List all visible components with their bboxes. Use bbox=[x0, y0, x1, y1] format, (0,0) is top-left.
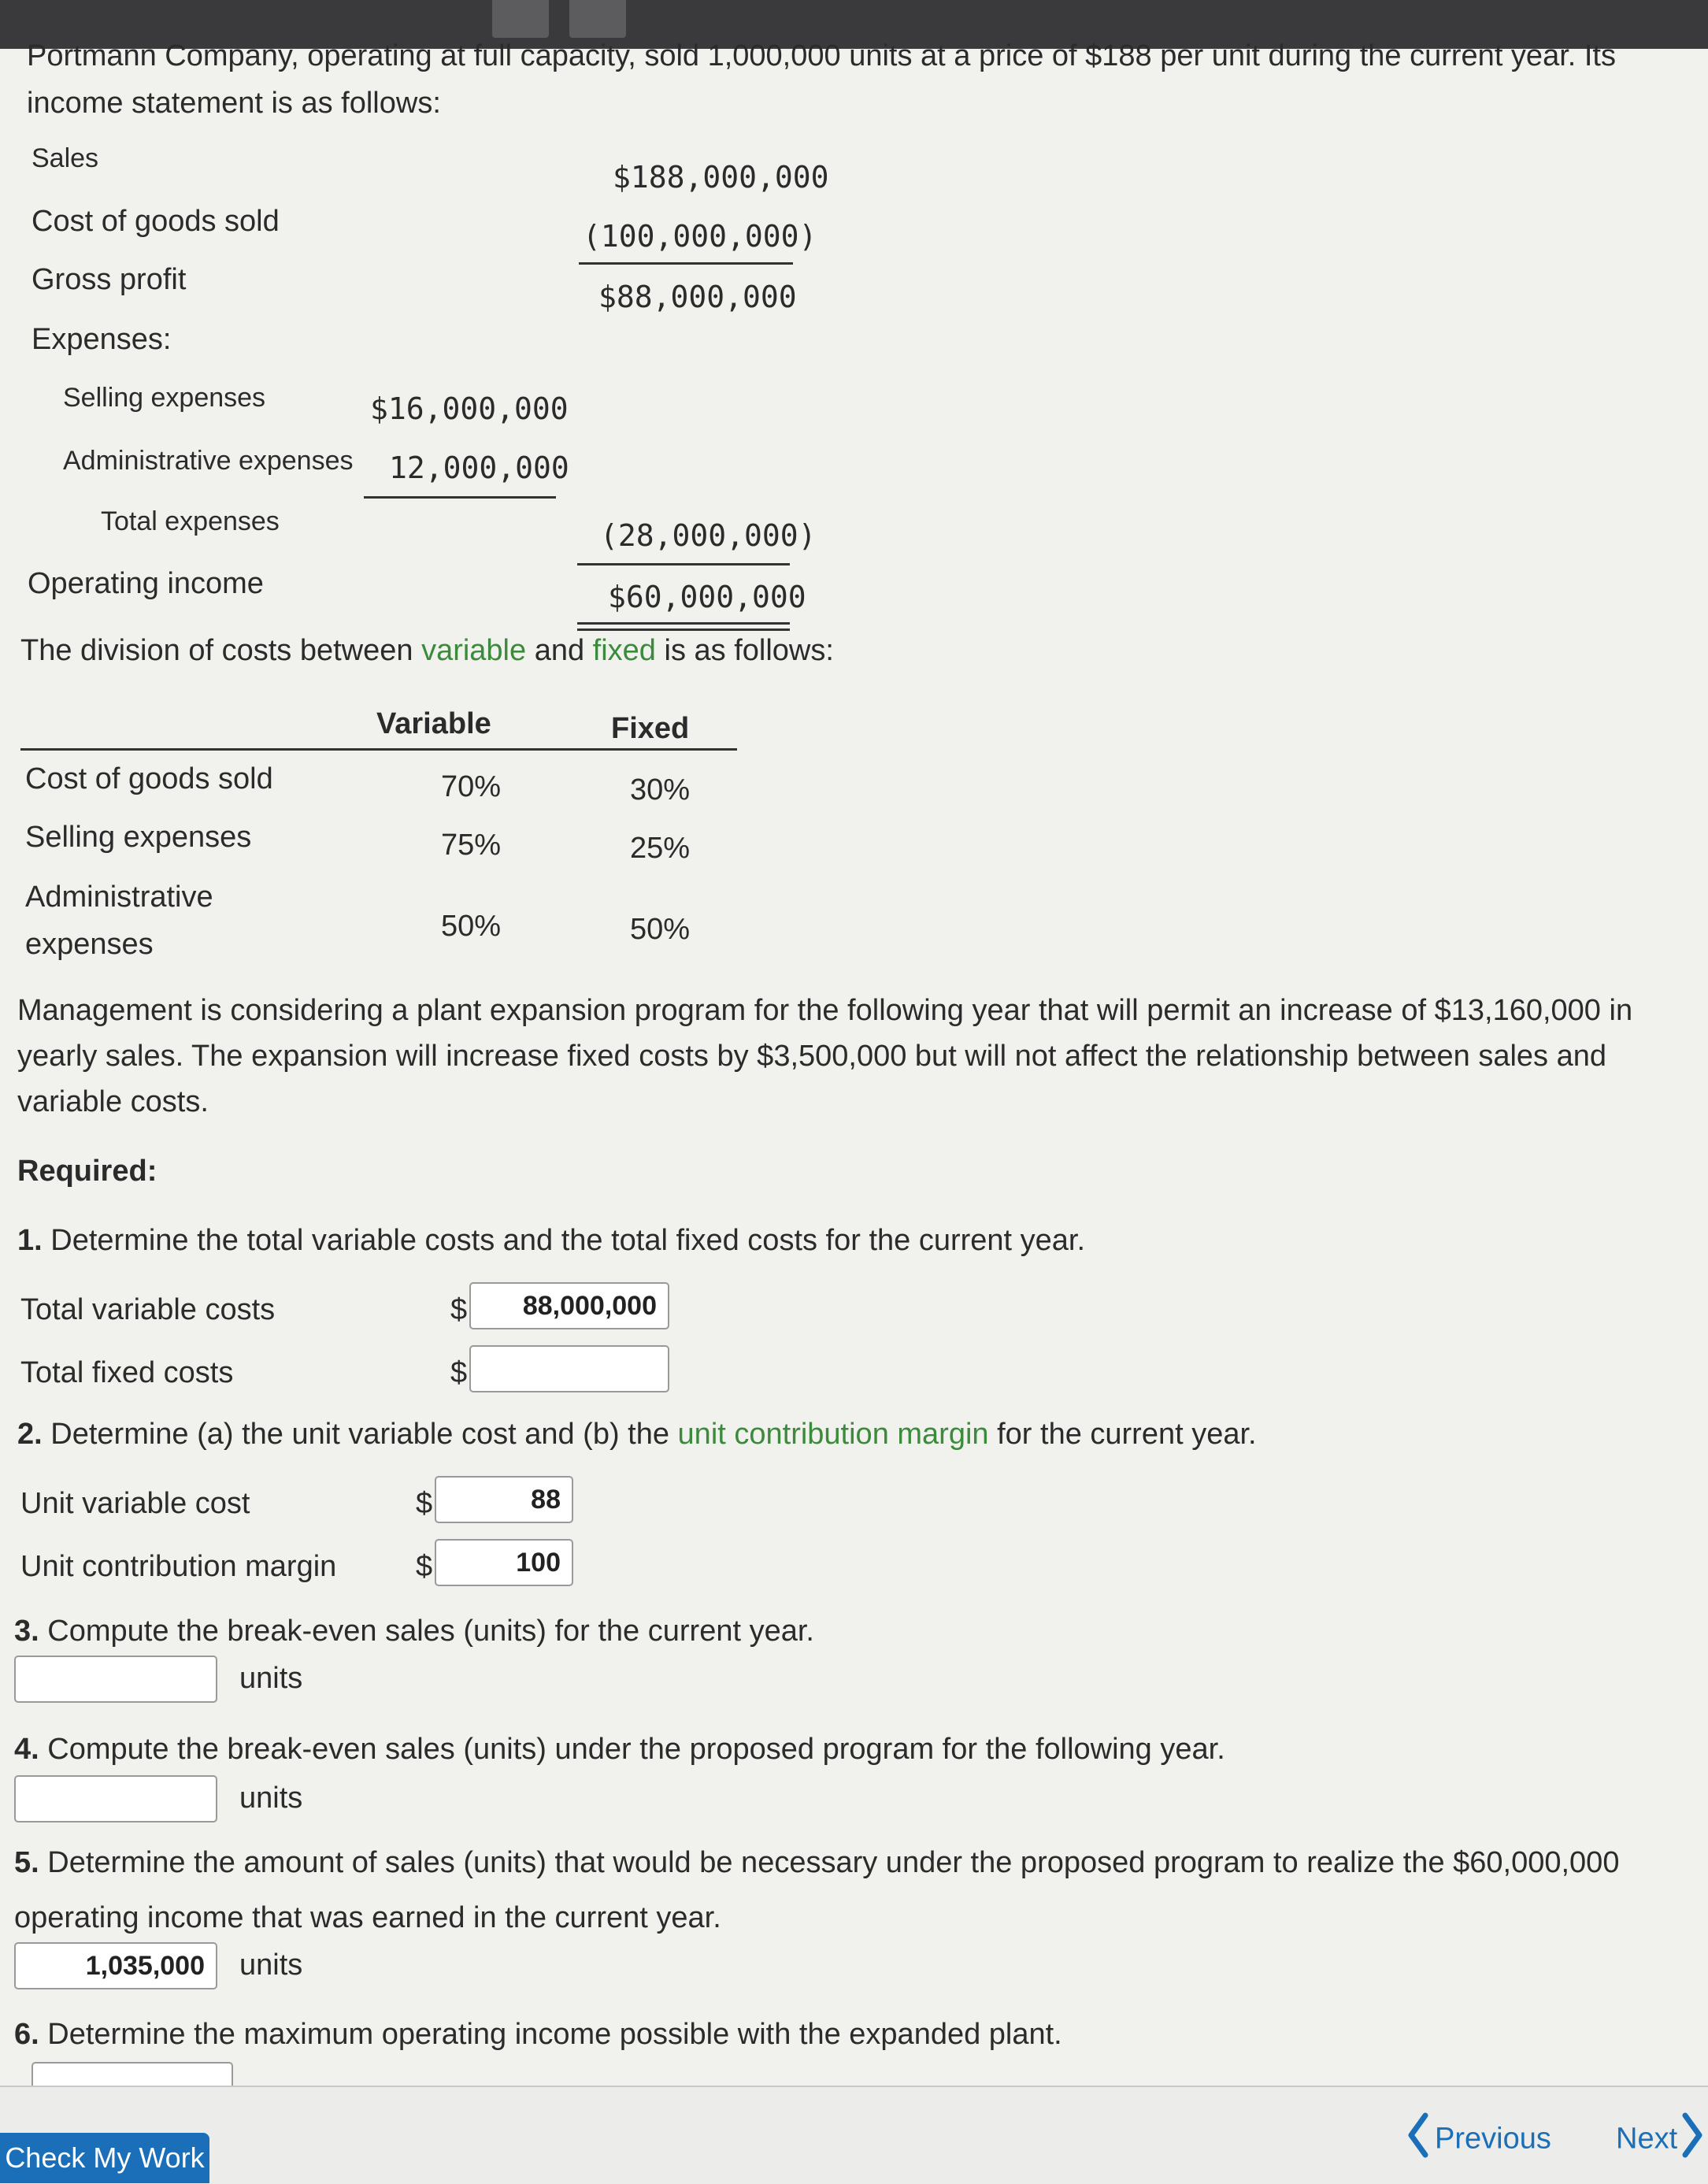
admin-underline bbox=[364, 496, 556, 499]
operating-income-amount: $60,000,000 bbox=[608, 580, 806, 614]
management-line-2: yearly sales. The expansion will increase fixed costs by $3,500,000 but will not affect the relationship between sales and bbox=[17, 1040, 1607, 1073]
division-intro: The division of costs between variable and fixed is as follows: bbox=[20, 634, 834, 667]
dollar-sign: $ bbox=[416, 1487, 433, 1520]
operating-income-double-underline-1 bbox=[577, 622, 790, 625]
col-fixed-header: Fixed bbox=[611, 712, 690, 745]
dollar-sign: $ bbox=[450, 1356, 468, 1389]
gross-profit-label: Gross profit bbox=[31, 263, 187, 296]
admin-expenses-label: Administrative expenses bbox=[63, 446, 354, 476]
previous-link[interactable] bbox=[1406, 2112, 1551, 2166]
row-cogs-variable: 70% bbox=[441, 770, 502, 803]
cogs-label: Cost of goods sold bbox=[31, 205, 280, 238]
unit-contribution-margin-link[interactable]: unit contribution margin bbox=[677, 1418, 989, 1451]
total-variable-costs-label: Total variable costs bbox=[20, 1293, 276, 1326]
q5-units-label: units bbox=[239, 1949, 303, 1982]
toolbar-tab-icon[interactable] bbox=[492, 0, 549, 38]
table-header-rule bbox=[20, 748, 737, 751]
intro-line-2: income statement is as follows: bbox=[27, 87, 441, 120]
q1-prompt: 1. Determine the total variable costs and the total fixed costs for the current year. bbox=[17, 1224, 1086, 1257]
row-selling-variable: 75% bbox=[441, 829, 502, 862]
break-even-units-current-input[interactable] bbox=[14, 1656, 217, 1703]
unit-contribution-margin-label: Unit contribution margin bbox=[20, 1550, 337, 1583]
cogs-amount: (100,000,000) bbox=[583, 219, 817, 254]
total-variable-costs-input[interactable]: 88,000,000 bbox=[469, 1282, 669, 1329]
row-selling-label: Selling expenses bbox=[25, 821, 252, 854]
q4-prompt: 4. Compute the break-even sales (units) under the proposed program for the following year. bbox=[14, 1733, 1225, 1766]
fixed-link[interactable]: fixed bbox=[592, 634, 656, 667]
variable-link[interactable]: variable bbox=[421, 634, 527, 667]
row-selling-fixed: 25% bbox=[630, 832, 691, 865]
row-admin-label-line1: Administrative bbox=[25, 881, 213, 914]
selling-expenses-label: Selling expenses bbox=[63, 383, 266, 413]
operating-income-double-underline-2 bbox=[577, 629, 790, 631]
admin-expenses-amount: 12,000,000 bbox=[389, 451, 569, 485]
chevron-right-icon bbox=[1682, 2112, 1704, 2166]
row-cogs-label: Cost of goods sold bbox=[25, 762, 273, 795]
q5-prompt-line-1: 5. Determine the amount of sales (units) that would be necessary under the proposed program to realize the $60,000,000 bbox=[14, 1846, 1620, 1879]
break-even-units-proposed-input[interactable] bbox=[14, 1775, 217, 1822]
toolbar-media-icon[interactable] bbox=[569, 0, 626, 38]
previous-label: Previous bbox=[1435, 2122, 1551, 2156]
row-cogs-fixed: 30% bbox=[630, 773, 691, 806]
dollar-sign: $ bbox=[416, 1550, 433, 1583]
management-line-1: Management is considering a plant expansion program for the following year that will permit an increase of $13,160,000 in bbox=[17, 994, 1633, 1027]
total-expenses-underline bbox=[577, 563, 790, 565]
row-admin-variable: 50% bbox=[441, 910, 502, 943]
total-expenses-label: Total expenses bbox=[101, 506, 280, 536]
units-for-target-income-input[interactable]: 1,035,000 bbox=[14, 1942, 217, 1989]
col-variable-header: Variable bbox=[376, 707, 491, 740]
expenses-label: Expenses: bbox=[31, 323, 172, 356]
row-admin-label-line2: expenses bbox=[25, 928, 154, 961]
management-line-3: variable costs. bbox=[17, 1085, 209, 1118]
q3-prompt: 3. Compute the break-even sales (units) for the current year. bbox=[14, 1615, 814, 1648]
required-heading: Required: bbox=[17, 1155, 157, 1188]
gross-profit-amount: $88,000,000 bbox=[598, 280, 797, 314]
row-admin-fixed: 50% bbox=[630, 913, 691, 946]
dollar-sign: $ bbox=[450, 1293, 468, 1326]
cogs-underline bbox=[579, 262, 793, 265]
total-expenses-amount: (28,000,000) bbox=[600, 518, 817, 553]
unit-variable-cost-label: Unit variable cost bbox=[20, 1487, 250, 1520]
next-label: Next bbox=[1616, 2122, 1678, 2156]
q2-prompt: 2. Determine (a) the unit variable cost and (b) the unit contribution margin for the current year. bbox=[17, 1418, 1257, 1451]
sales-amount: $188,000,000 bbox=[613, 160, 829, 195]
total-fixed-costs-input[interactable] bbox=[469, 1345, 669, 1392]
unit-variable-cost-input[interactable]: 88 bbox=[435, 1476, 573, 1523]
sales-label: Sales bbox=[31, 143, 99, 173]
next-link[interactable] bbox=[1616, 2112, 1704, 2166]
chevron-left-icon bbox=[1406, 2112, 1428, 2166]
q3-units-label: units bbox=[239, 1662, 303, 1695]
intro-line-1: Portmann Company, operating at full capacity, sold 1,000,000 units at a price of $188 per unit during the current year. Its bbox=[27, 39, 1616, 72]
unit-contribution-margin-input[interactable]: 100 bbox=[435, 1539, 573, 1586]
q5-prompt-line-2: operating income that was earned in the current year. bbox=[14, 1901, 721, 1934]
q4-units-label: units bbox=[239, 1782, 303, 1815]
operating-income-label: Operating income bbox=[28, 567, 264, 600]
check-my-work-button[interactable]: Check My Work bbox=[0, 2133, 209, 2183]
total-fixed-costs-label: Total fixed costs bbox=[20, 1356, 234, 1389]
selling-expenses-amount: $16,000,000 bbox=[370, 391, 569, 426]
max-operating-income-input[interactable] bbox=[31, 2062, 233, 2089]
q6-prompt: 6. Determine the maximum operating income possible with the expanded plant. bbox=[14, 2018, 1062, 2051]
